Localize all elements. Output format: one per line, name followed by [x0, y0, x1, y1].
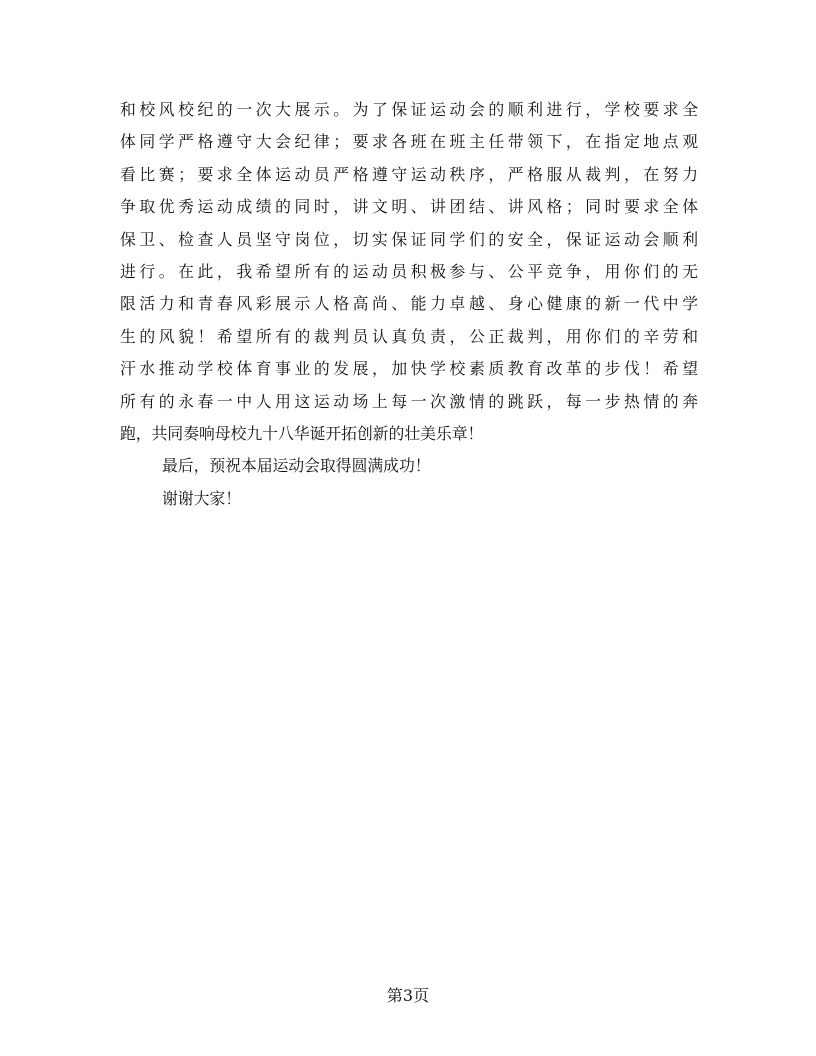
closing-wish-line: 最后，预祝本届运动会取得圆满成功！ [162, 456, 431, 476]
paragraph-line: 汗水推动学校体育事业的发展，加快学校素质教育改革的步伐！希望 [120, 359, 698, 379]
paragraph-line: 和校风校纪的一次大展示。为了保证运动会的顺利进行，学校要求全 [120, 100, 698, 119]
thanks-line: 谢谢大家！ [162, 488, 241, 508]
paragraph-line: 生的风貌！希望所有的裁判员认真负责，公正裁判，用你们的辛劳和 [120, 326, 698, 346]
paragraph-line: 保卫、检查人员坚守岗位，切实保证同学们的安全，保证运动会顺利 [120, 229, 698, 249]
document-body [120, 94, 698, 515]
paragraph-line: 看比赛；要求全体运动员严格遵守运动秩序，严格服从裁判，在努力 [120, 164, 698, 184]
paragraph-line: 进行。在此，我希望所有的运动员积极参与、公平竞争，用你们的无 [120, 261, 698, 281]
paragraph-line: 争取优秀运动成绩的同时，讲文明、讲团结、讲风格；同时要求全体 [120, 197, 698, 217]
paragraph-line: 所有的永春一中人用这运动场上每一次激情的跳跃，每一步热情的奔 [120, 391, 698, 411]
paragraph-line: 体同学严格遵守大会纪律；要求各班在班主任带领下，在指定地点观 [120, 132, 698, 152]
paragraph-line: 限活力和青春风彩展示人格高尚、能力卓越、身心健康的新一代中学 [120, 294, 698, 314]
paragraph-line: 跑，共同奏响母校九十八华诞开拓创新的壮美乐章！ [120, 423, 484, 443]
page-number: 第3页 [386, 986, 430, 1005]
